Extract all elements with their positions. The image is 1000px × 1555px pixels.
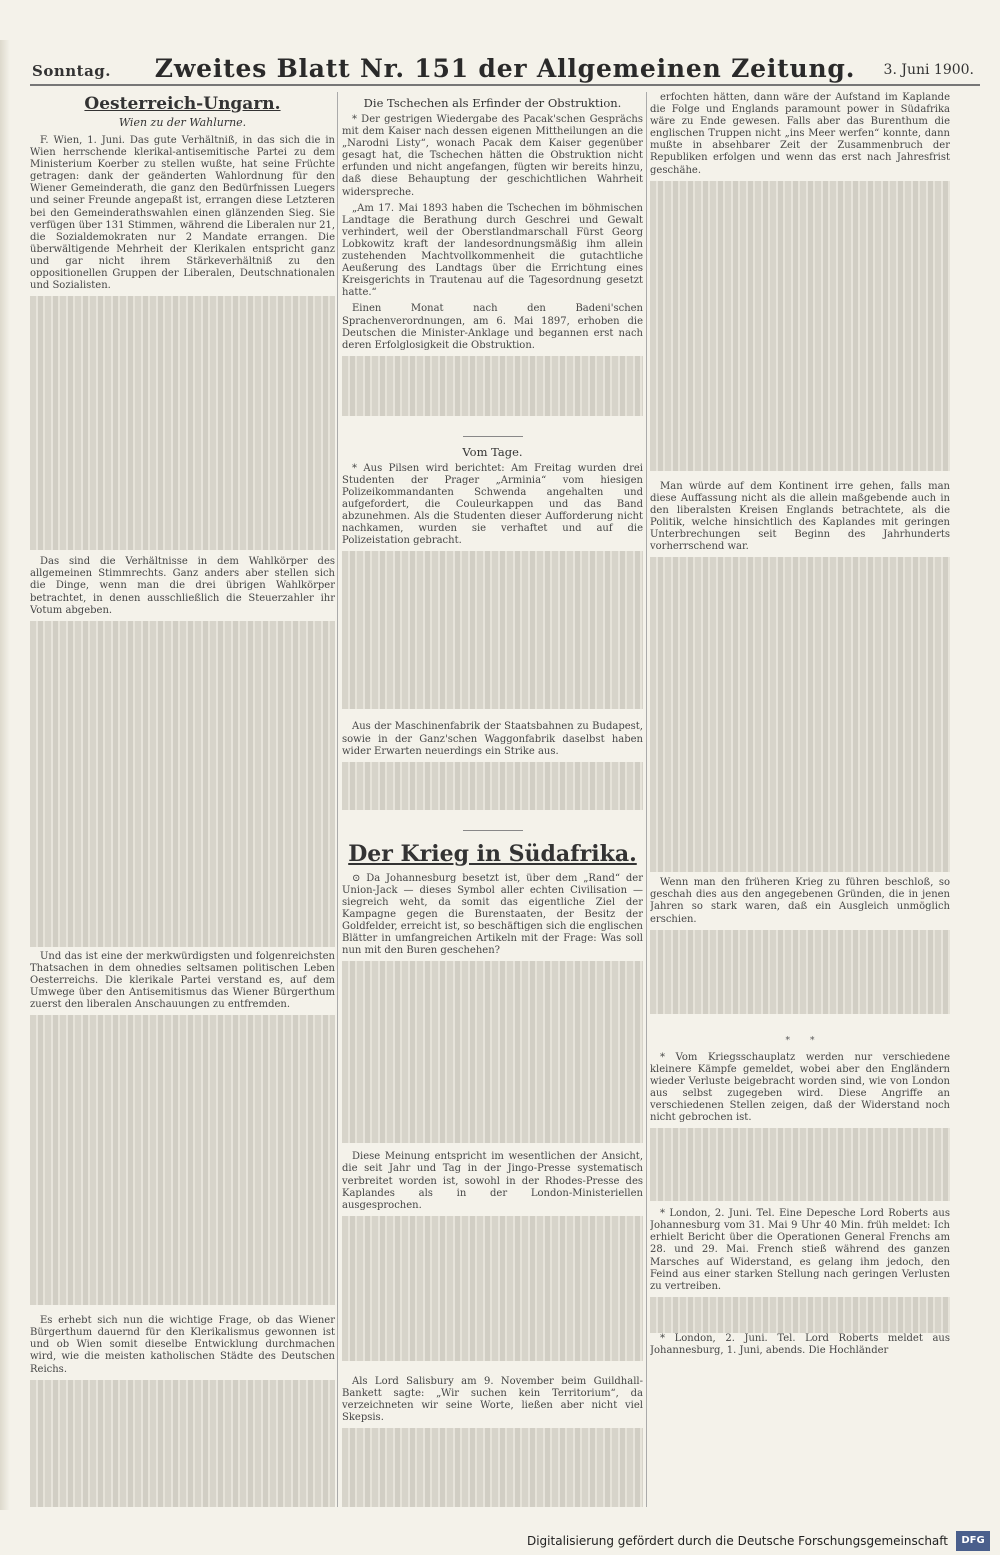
- article-paragraph: Es erhebt sich nun die wichtige Frage, ob das Wiener Bürgerthum dauernd für den Klerikalismus gewonnen ist und ob Wien somit dieselbe Entwicklung durchmachen wird, wie die meisten katholischen Städte des Deutschen Reichs.: [30, 1315, 335, 1375]
- text-block: [650, 930, 950, 1030]
- column-3: [650, 92, 950, 1507]
- text-block: [30, 1015, 335, 1315]
- article-paragraph: F. Wien, 1. Juni. Das gute Verhältniß, in das sich die in Wien herrschende klerikal-antisemitische Partei zu dem Ministerium Koerber zu stellen wußte, hat seine Früchte getragen: dank der geänderten Wahlordnung für den Wiener Gemeinderath, die ganz den Bedürfnissen Luegers und seiner Freunde angepaßt ist, errangen diese Letzteren bei den Gemeinderathswahlen einen glänzenden Sieg. Sie verfügen über 131 Stimmen, während die Liberalen nur 21, die Sozialdemokraten nur 2 Mandate errangen. Die überwältigende Mehrheit der Klerikalen entspricht ganz und gar nicht ihrem Stärkeverhältniß zu den oppositionellen Gruppen der Liberalen, Deutschnationalen und Sozialisten.: [30, 135, 335, 292]
- masthead-day: Sonntag.: [32, 62, 112, 80]
- article-paragraph: * Der gestrigen Wiedergabe des Pacak'schen Gesprächs mit dem Kaiser nach dessen eigenen Mittheilungen an die „Narodni Listy“, wonach Pacak dem Kaiser gegenüber gesagt hat, die Tschechen hätten die Obstruktion nicht erfunden und nicht angefangen, fügten wir bereits hinzu, daß diese Behauptung der geschichtlichen Wahrheit widerspreche.: [342, 114, 643, 198]
- article-paragraph: „Am 17. Mai 1893 haben die Tschechen im böhmischen Landtage die Berathung durch Geschrei und Gewalt verhindert, weil der Oberstlandmarschall Fürst Georg Lobkowitz kraft der landesordnungsmäßig ihm allein zustehenden Machtvollkommenheit die gutachtliche Aeußerung des Landtags über die Errichtung eines Kreisgerichts in Trautenau auf die Tagesordnung gesetzt hatte.“: [342, 202, 643, 299]
- masthead-title: Zweites Blatt Nr. 151 der Allgemeinen Zeitung.: [154, 54, 856, 83]
- column-divider: [646, 92, 647, 1507]
- text-block: [650, 557, 950, 877]
- column-1: [30, 92, 335, 1507]
- text-block: [30, 621, 335, 951]
- masthead: [30, 52, 980, 86]
- article-paragraph: Und das ist eine der merkwürdigsten und folgenreichsten Thatsachen in dem ohnedies seltsamen politischen Leben Oesterreichs. Die klerikale Partei verstand es, auf dem Umwege über den Antisemitismus das Wiener Bürgerthum zuerst den liberalen Anschauungen zu entfremden.: [30, 950, 335, 1011]
- digitization-footer: [0, 1527, 1000, 1555]
- column-divider: [337, 92, 338, 1507]
- footer-credit: Digitalisierung gefördert durch die Deutsche Forschungsgemeinschaft: [526, 1534, 948, 1548]
- divider: [463, 830, 523, 831]
- text-block: [30, 296, 335, 556]
- text-block: [342, 1428, 643, 1507]
- article-heading: Die Tschechen als Erfinder der Obstruktion.: [363, 96, 622, 110]
- text-block: [650, 181, 950, 481]
- article-paragraph: Aus der Maschinenfabrik der Staatsbahnen zu Budapest, sowie in der Ganz'schen Waggonfabrik daselbst haben wider Erwarten neuerdings ein Strike aus.: [342, 721, 643, 757]
- article-paragraph: * Vom Kriegsschauplatz werden nur verschiedene kleinere Kämpfe gemeldet, wobei aber den Engländern wieder Verluste beigebracht worden sind, wie von London aus selbst zugegeben wird. Diese Angriffe an verschiedenen Stellen zeigen, daß der Widerstand noch nicht gebrochen ist.: [650, 1051, 950, 1124]
- section-subheading: Wien zu der Wahlurne.: [118, 116, 247, 129]
- article-paragraph: Einen Monat nach den Badeni'schen Sprachenverordnungen, am 6. Mai 1897, erhoben die Deutschen die Minister-Anklage und begannen erst nach deren Erfolglosigkeit die Obstruktion.: [342, 303, 643, 351]
- dfg-logo-icon: DFG: [956, 1531, 990, 1551]
- text-block: [650, 1297, 950, 1333]
- page-binding-shadow: [0, 40, 10, 1510]
- divider: [463, 436, 523, 437]
- newspaper-page: [30, 52, 980, 1507]
- section-heading: Der Krieg in Südafrika.: [348, 840, 637, 867]
- section-separator: * *: [785, 1035, 815, 1046]
- text-block: [342, 551, 643, 721]
- article-paragraph: ⊙ Da Johannesburg besetzt ist, über dem „Rand“ der Union-Jack — dieses Symbol aller echten Civilisation — siegreich weht, da somit das eigentliche Ziel der Kampagne gegen die Burenstaaten, der Besitz der Goldfelder, erreicht ist, so beschäftigen sich die englischen Blätter in umfangreichen Artikeln mit der Frage: Was soll nun mit den Buren geschehen?: [342, 872, 643, 957]
- text-block: [342, 961, 643, 1151]
- article-paragraph: Als Lord Salisbury am 9. November beim Guildhall-Bankett sagte: „Wir suchen kein Territorium“, da verzeichneten wir seine Worte, ließen aber nicht viel Skepsis.: [342, 1375, 643, 1424]
- column-2: [342, 92, 643, 1507]
- masthead-date: 3. Juni 1900.: [883, 62, 974, 78]
- section-heading: Oesterreich-Ungarn.: [84, 94, 281, 114]
- article-paragraph: Diese Meinung entspricht im wesentlichen der Ansicht, die seit Jahr und Tag in der Jingo-Presse systematisch verbreitet worden ist, sowohl in der Rhodes-Presse des Kaplandes als in der London-Ministeriellen ausgesprochen.: [342, 1151, 643, 1211]
- text-block: [342, 762, 643, 822]
- article-paragraph: Wenn man den früheren Krieg zu führen beschloß, so geschah dies aus den angegebenen Gründen, die in jenen Jahren so stark waren, daß ein Ausgleich unmöglich erschien.: [650, 877, 950, 925]
- text-block: [650, 1128, 950, 1208]
- article-paragraph: * London, 2. Juni. Tel. Eine Depesche Lord Roberts aus Johannesburg vom 31. Mai 9 Uhr 40 Min. früh meldet: Ich erhielt Bericht über die Operationen General Frenchs am 28. und 29. Mai. French stieß während des ganzen Marsches auf Widerstand, es gelang ihm jedoch, den Feind aus einer starken Stellung nach geringen Verlusten zu vertreiben.: [650, 1208, 950, 1292]
- text-block: [30, 1380, 335, 1507]
- text-block: [342, 1216, 643, 1376]
- article-heading: Vom Tage.: [462, 444, 523, 459]
- article-paragraph: Das sind die Verhältnisse in dem Wahlkörper des allgemeinen Stimmrechts. Ganz anders aber stellen sich die Dinge, wenn man die drei übrigen Wahlkörper betrachtet, in denen ausschließlich die Steuerzahler ihr Votum abgeben.: [30, 556, 335, 616]
- article-paragraph: * Aus Pilsen wird berichtet: Am Freitag wurden drei Studenten der Prager „Arminia“ vom hiesigen Polizeikommandanten Schwenda angehalten und aufgefordert, die Couleurkappen und das Band abzunehmen. Als die Studenten dieser Aufforderung nicht nachkamen, wurden sie verhaftet und auf die Polizeistation gebracht.: [342, 462, 643, 547]
- article-paragraph: erfochten hätten, dann wäre der Aufstand im Kaplande die Folge und Englands paramount power in Südafrika wäre zu Ende gewesen. Falls aber das Burenthum die englischen Truppen nicht „ins Meer werfen“ konnte, dann mußte in absehbarer Zeit der Zusammenbruch der Republiken erfolgen und wenn das erst nach Jahresfrist geschähe.: [650, 92, 950, 176]
- text-block: [342, 356, 643, 428]
- article-paragraph: * London, 2. Juni. Tel. Lord Roberts meldet aus Johannesburg, 1. Juni, abends. Die Hochländer: [650, 1332, 950, 1356]
- article-paragraph: Man würde auf dem Kontinent irre gehen, falls man diese Auffassung nicht als die allein maßgebende auch in den liberalsten Kreisen Englands betrachtete, als die Politik, welche hinsichtlich des Kaplandes mit geringen Unterbrechungen seit Beginn des Jahrhunderts vorherrschend war.: [650, 480, 950, 553]
